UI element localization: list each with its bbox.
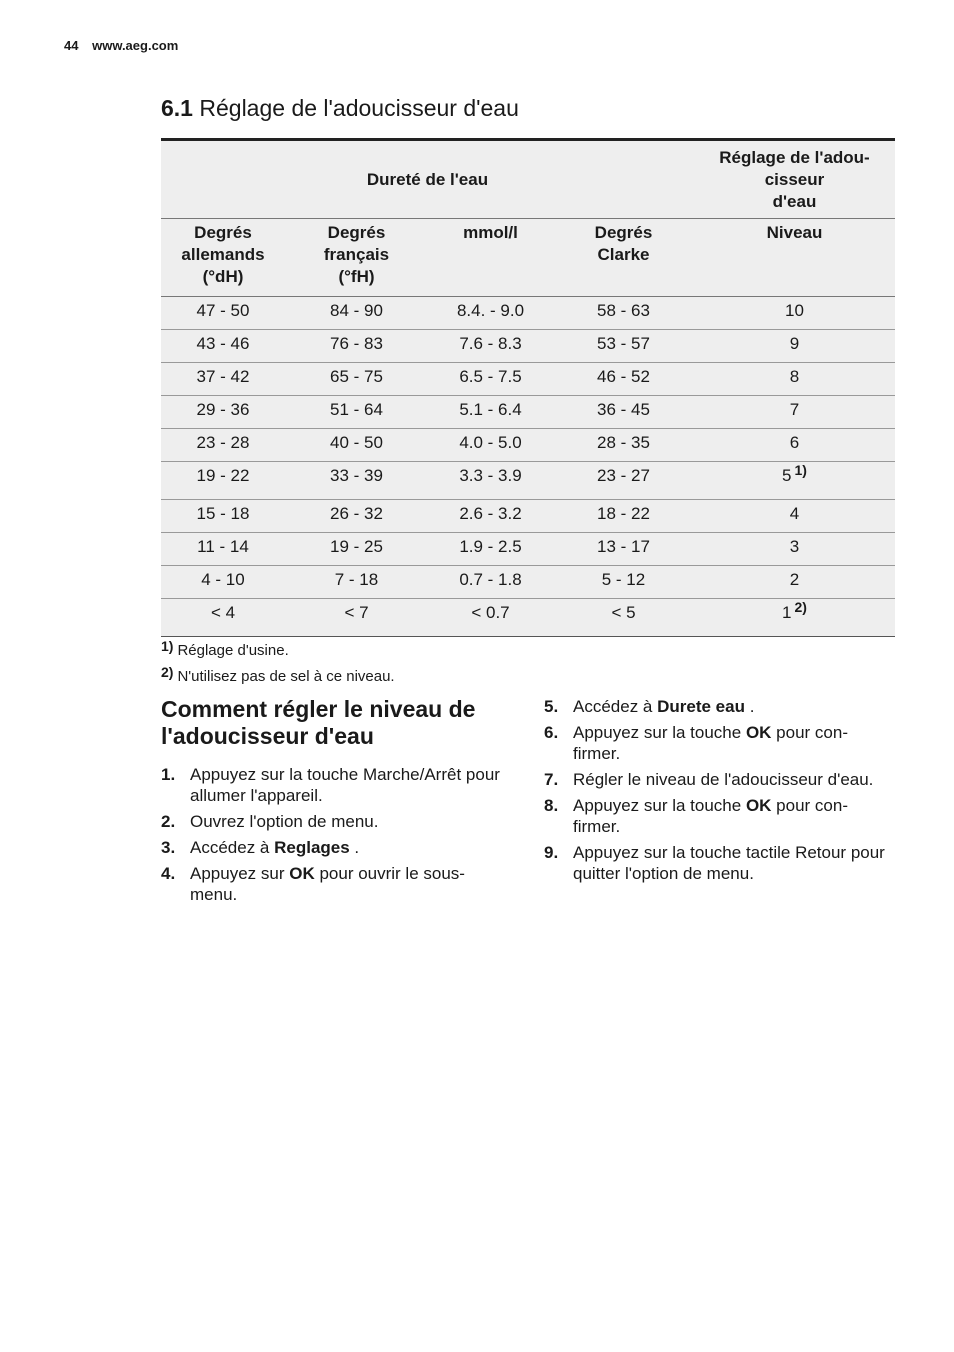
- cell-value: < 5: [611, 603, 636, 622]
- cell-clarke: [553, 500, 694, 533]
- cell-value: 84 - 90: [330, 301, 383, 320]
- table-body: [161, 297, 895, 637]
- footnote-text: N'utilisez pas de sel à ce niveau.: [177, 668, 395, 685]
- section-number: 6.1: [161, 95, 193, 121]
- cell-mmol: [428, 462, 553, 500]
- cell-mmol: [428, 396, 553, 429]
- table-row: [161, 363, 895, 396]
- cell-value: 7 - 18: [334, 570, 379, 589]
- cell-fh: [285, 429, 428, 462]
- list-item: [161, 837, 511, 858]
- cell-value: 58 - 63: [597, 301, 650, 320]
- cell-level: [694, 462, 895, 500]
- step-text-before: Ouvrez l'option de menu.: [190, 812, 379, 831]
- cell-value: 1.9 - 2.5: [459, 537, 522, 556]
- column-header-level: Niveau: [694, 219, 895, 297]
- step-text-before: Régler le niveau de l'adoucisseur d'eau.: [573, 770, 874, 789]
- cell-level: [694, 533, 895, 566]
- cell-value: 51 - 64: [330, 400, 383, 419]
- cell-value: 37 - 42: [196, 367, 250, 386]
- table-row: [161, 533, 895, 566]
- step-text-before: Accédez à: [190, 838, 275, 857]
- footnote-ref: 2): [794, 599, 807, 615]
- footnote-ref: 1): [794, 462, 807, 478]
- cell-level: [694, 599, 895, 637]
- cell-dh: [161, 396, 285, 429]
- cell-value: < 4: [210, 603, 236, 622]
- cell-mmol: [428, 297, 553, 330]
- cell-level: [694, 330, 895, 363]
- cell-value: 3: [789, 537, 800, 556]
- cell-value: 36 - 45: [597, 400, 650, 419]
- cell-value: 33 - 39: [330, 466, 383, 485]
- cell-dh: [161, 429, 285, 462]
- cell-mmol: [428, 533, 553, 566]
- column-header-german-degrees: Degrés allemands (°dH): [161, 219, 285, 297]
- cell-value: 43 - 46: [196, 334, 250, 353]
- cell-value: 19 - 25: [330, 537, 383, 556]
- list-item: [544, 696, 894, 717]
- water-hardness-table: [161, 138, 895, 637]
- cell-level: [694, 566, 895, 599]
- cell-value: 4 - 10: [201, 570, 245, 589]
- cell-value: 9: [789, 334, 800, 353]
- step-text-before: Accédez à: [573, 697, 658, 716]
- step-text-before: Appuyez sur la touche Marche/Arrêt pour allumer l'appareil.: [190, 765, 500, 805]
- howto-title: Comment régler le niveau de l'adoucisseur d'eau: [161, 696, 476, 749]
- steps-list-left: [161, 764, 511, 910]
- cell-mmol: [428, 363, 553, 396]
- cell-value: 2.6 - 3.2: [459, 504, 522, 523]
- step-number: 5.: [544, 697, 559, 716]
- column-header-french-degrees: Degrés français (°fH): [285, 219, 428, 297]
- cell-value: 7.6 - 8.3: [459, 334, 522, 353]
- cell-fh: [285, 396, 428, 429]
- table-row: [161, 330, 895, 363]
- cell-value: 28 - 35: [597, 433, 650, 452]
- cell-value: 23 - 28: [196, 433, 250, 452]
- list-item: [161, 863, 511, 905]
- cell-clarke: [553, 330, 694, 363]
- step-number: 7.: [544, 770, 559, 789]
- cell-value: 40 - 50: [330, 433, 383, 452]
- cell-value: 6.5 - 7.5: [459, 367, 522, 386]
- cell-value: 19 - 22: [196, 466, 250, 485]
- footnote-mark: 2): [161, 664, 174, 680]
- list-item: [544, 842, 894, 884]
- cell-mmol: [428, 330, 553, 363]
- step-text-after: pour con-firmer.: [573, 723, 848, 763]
- table-row: [161, 566, 895, 599]
- cell-value: 1: [782, 603, 792, 622]
- cell-value: 2: [789, 570, 800, 589]
- cell-value: 8: [789, 367, 800, 386]
- cell-clarke: [553, 462, 694, 500]
- header-softener-setting: Réglage de l'adou- cisseur d'eau: [694, 140, 895, 219]
- cell-dh: [161, 533, 285, 566]
- section-title: [161, 95, 519, 122]
- step-text-bold: OK: [745, 796, 772, 815]
- cell-dh: [161, 462, 285, 500]
- step-text-bold: Durete eau: [657, 697, 745, 716]
- cell-level: [694, 363, 895, 396]
- cell-clarke: [553, 396, 694, 429]
- footnote-1: [161, 638, 289, 659]
- cell-value: 53 - 57: [597, 334, 650, 353]
- cell-value: < 0.7: [471, 603, 510, 622]
- list-item: [544, 769, 894, 790]
- footnote-mark: 1): [161, 638, 174, 654]
- steps-list-right: [544, 696, 894, 889]
- cell-fh: [285, 462, 428, 500]
- page-number: 44: [64, 38, 79, 53]
- list-item: [544, 722, 894, 764]
- cell-fh: [285, 599, 428, 637]
- cell-value: 76 - 83: [330, 334, 383, 353]
- cell-value: 10: [785, 301, 804, 320]
- step-text-before: Appuyez sur la touche: [573, 723, 746, 742]
- cell-value: 6: [789, 433, 800, 452]
- header-water-hardness: Dureté de l'eau: [161, 140, 694, 219]
- cell-level: [694, 500, 895, 533]
- cell-clarke: [553, 566, 694, 599]
- cell-value: 26 - 32: [330, 504, 383, 523]
- step-number: 8.: [544, 796, 559, 815]
- step-number: 9.: [544, 843, 559, 862]
- step-text-bold: OK: [745, 723, 772, 742]
- table-row: [161, 429, 895, 462]
- cell-dh: [161, 566, 285, 599]
- cell-dh: [161, 599, 285, 637]
- cell-dh: [161, 363, 285, 396]
- table-row: [161, 599, 895, 637]
- cell-mmol: [428, 566, 553, 599]
- cell-value: 4: [789, 504, 800, 523]
- table-row: [161, 500, 895, 533]
- cell-value: < 7: [344, 603, 369, 622]
- cell-clarke: [553, 429, 694, 462]
- cell-fh: [285, 566, 428, 599]
- footnote-2: [161, 664, 395, 685]
- cell-fh: [285, 330, 428, 363]
- step-text-before: Appuyez sur: [190, 864, 290, 883]
- cell-dh: [161, 297, 285, 330]
- cell-value: 11 - 14: [197, 537, 249, 556]
- step-text-bold: Reglages: [274, 838, 350, 857]
- cell-value: 5 - 12: [601, 570, 646, 589]
- cell-value: 15 - 18: [196, 504, 250, 523]
- cell-clarke: [553, 599, 694, 637]
- website-link[interactable]: www.aeg.com: [92, 38, 179, 53]
- step-text-bold: OK: [289, 864, 315, 883]
- list-item: [544, 795, 894, 837]
- cell-value: 3.3 - 3.9: [459, 466, 522, 485]
- cell-value: 5: [782, 466, 792, 485]
- page-header: [64, 38, 178, 53]
- footnote-text: Réglage d'usine.: [177, 642, 289, 659]
- cell-value: 29 - 36: [196, 400, 250, 419]
- cell-clarke: [553, 363, 694, 396]
- cell-dh: [161, 500, 285, 533]
- cell-value: 18 - 22: [597, 504, 650, 523]
- step-number: 4.: [161, 864, 176, 883]
- cell-value: 23 - 27: [597, 466, 650, 485]
- section-title-text: Réglage de l'adoucisseur d'eau: [199, 95, 519, 121]
- step-text-before: Appuyez sur la touche: [573, 796, 746, 815]
- cell-value: 47 - 50: [196, 301, 250, 320]
- column-header-mmol: mmol/l: [428, 219, 553, 297]
- cell-value: 8.4. - 9.0: [456, 301, 525, 320]
- cell-value: 13 - 17: [597, 537, 650, 556]
- step-number: 1.: [161, 765, 176, 784]
- cell-value: 7: [789, 400, 800, 419]
- cell-value: 65 - 75: [330, 367, 383, 386]
- cell-fh: [285, 500, 428, 533]
- cell-clarke: [553, 297, 694, 330]
- cell-level: [694, 396, 895, 429]
- cell-level: [694, 297, 895, 330]
- cell-clarke: [553, 533, 694, 566]
- cell-value: 4.0 - 5.0: [459, 433, 522, 452]
- step-text-after: .: [349, 838, 360, 857]
- list-item: [161, 764, 511, 806]
- table-row: [161, 297, 895, 330]
- cell-value: 46 - 52: [597, 367, 650, 386]
- step-text-after: .: [744, 697, 755, 716]
- cell-fh: [285, 533, 428, 566]
- step-number: 2.: [161, 812, 176, 831]
- column-header-clarke-degrees: Degrés Clarke: [553, 219, 694, 297]
- cell-fh: [285, 363, 428, 396]
- cell-mmol: [428, 599, 553, 637]
- table-row: [161, 462, 895, 500]
- cell-value: 5.1 - 6.4: [459, 400, 522, 419]
- table-row: [161, 396, 895, 429]
- cell-dh: [161, 330, 285, 363]
- cell-mmol: [428, 429, 553, 462]
- cell-level: [694, 429, 895, 462]
- cell-mmol: [428, 500, 553, 533]
- list-item: [161, 811, 511, 832]
- step-text-after: pour con-firmer.: [573, 796, 848, 836]
- cell-value: 0.7 - 1.8: [459, 570, 522, 589]
- step-number: 6.: [544, 723, 559, 742]
- step-text-before: Appuyez sur la touche tactile Retour pour quitter l'option de menu.: [573, 843, 885, 883]
- step-number: 3.: [161, 838, 176, 857]
- cell-fh: [285, 297, 428, 330]
- step-text-after: pour ouvrir le sous-menu.: [190, 864, 465, 904]
